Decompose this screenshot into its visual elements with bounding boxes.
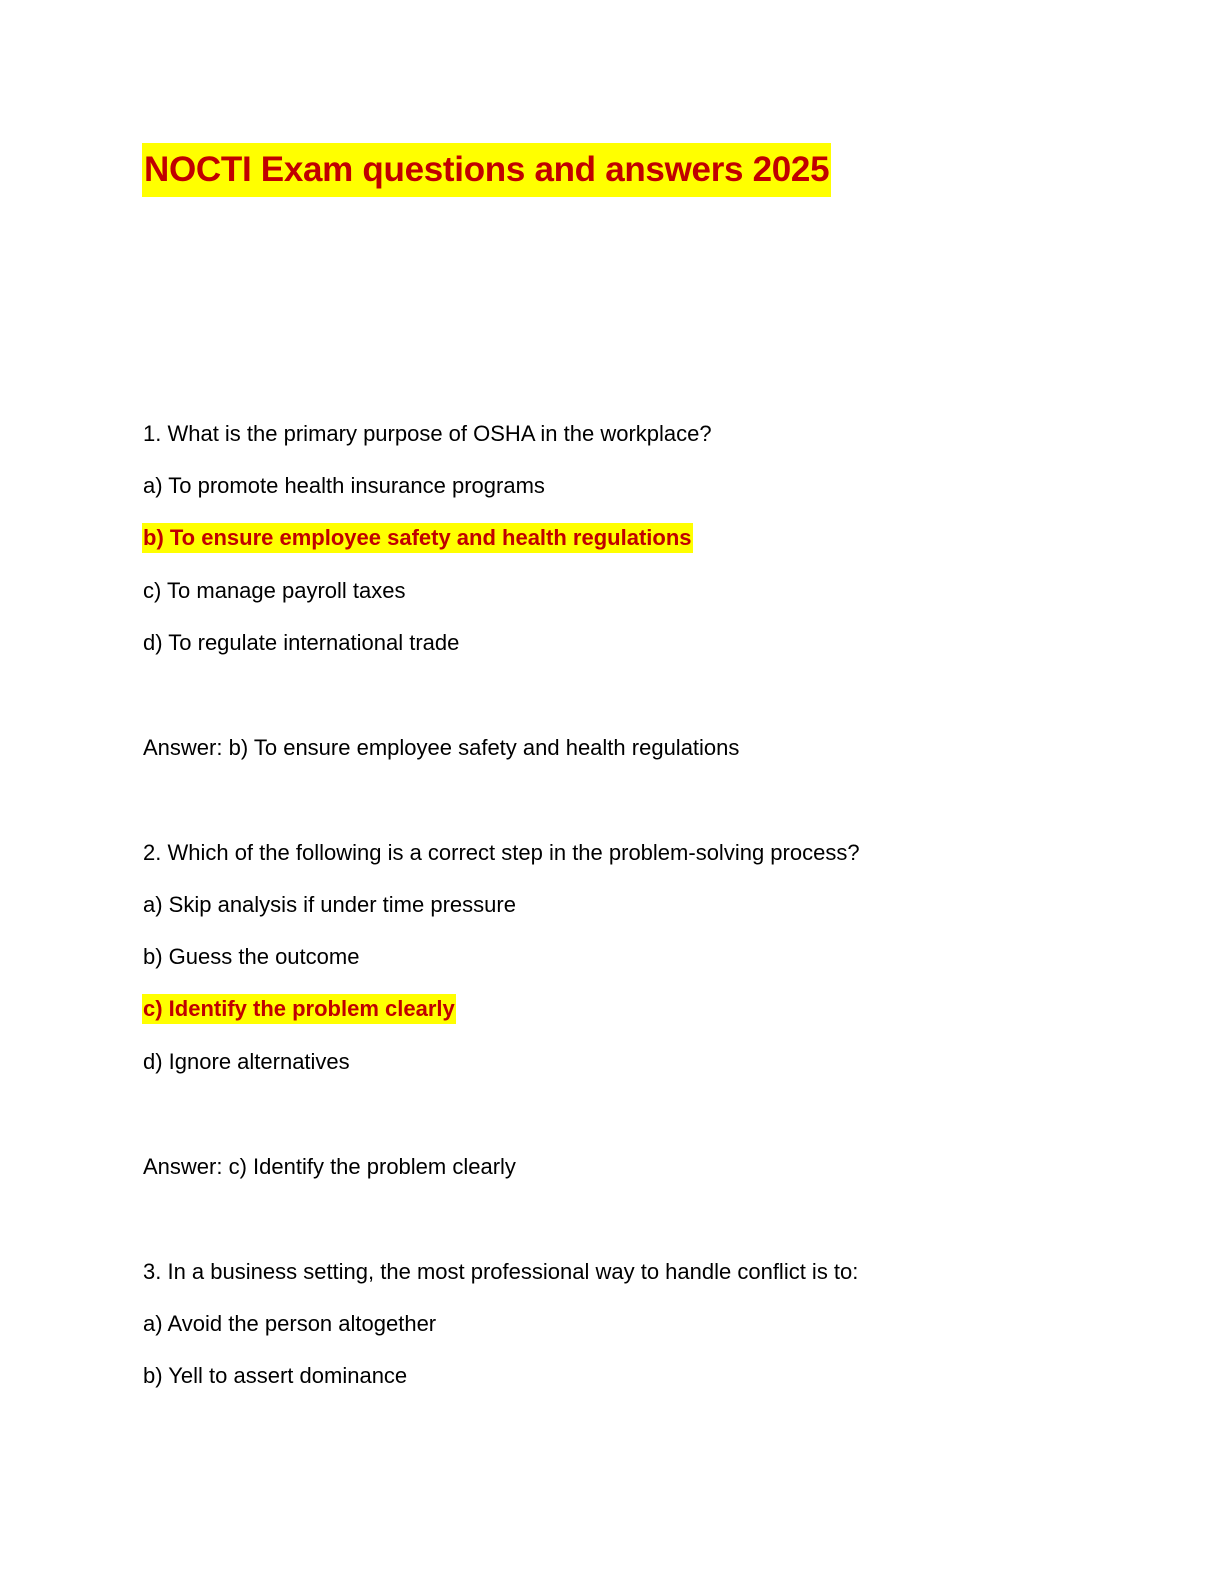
question-3-option-a: a) Avoid the person altogether (143, 1311, 437, 1336)
question-1-option-c: c) To manage payroll taxes (143, 578, 406, 603)
question-2-option-d: d) Ignore alternatives (143, 1049, 350, 1074)
question-2-option-c-correct: c) Identify the problem clearly (142, 994, 456, 1024)
question-3-option-b: b) Yell to assert dominance (143, 1363, 408, 1388)
document-title: NOCTI Exam questions and answers 2025 (142, 143, 831, 197)
question-1-text: 1. What is the primary purpose of OSHA in the workplace? (143, 421, 712, 446)
question-1-option-a: a) To promote health insurance programs (143, 473, 545, 498)
question-1-answer: Answer: b) To ensure employee safety and health regulations (143, 735, 740, 760)
question-1-option-b-correct: b) To ensure employee safety and health regulations (142, 523, 693, 553)
question-3-text: 3. In a business setting, the most professional way to handle conflict is to: (143, 1259, 859, 1284)
question-2-text: 2. Which of the following is a correct step in the problem-solving process? (143, 840, 860, 865)
question-2-option-b: b) Guess the outcome (143, 944, 360, 969)
question-1-option-d: d) To regulate international trade (143, 630, 460, 655)
question-2-option-a: a) Skip analysis if under time pressure (143, 892, 516, 917)
question-2-answer: Answer: c) Identify the problem clearly (143, 1154, 516, 1179)
